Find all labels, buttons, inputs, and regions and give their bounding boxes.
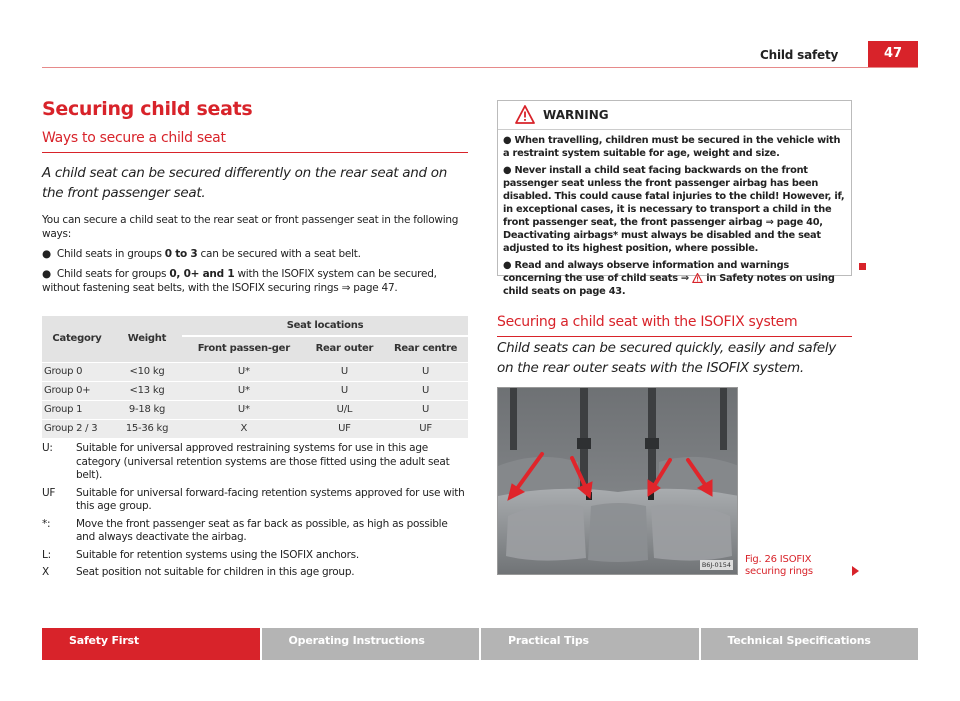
- legend-item: *: Move the front passenger seat as far back as possible, as high as possible and always deactivate the airbag.: [42, 517, 448, 543]
- cell-rear-outer: U/L: [306, 400, 383, 419]
- bullet-dot-icon: ●: [503, 165, 515, 176]
- cell-rear-centre: U: [383, 381, 468, 400]
- isofix-lead-paragraph: Child seats can be secured quickly, easily and safely on the rear outer seats with the ISOFIX system.: [497, 340, 836, 376]
- cell-weight: 15-36 kg: [112, 419, 182, 438]
- table-row: [42, 381, 468, 400]
- cell-category: Group 0: [42, 362, 112, 381]
- header-category: Category: [42, 316, 112, 362]
- cell-front: U*: [182, 362, 306, 381]
- cell-rear-outer: U: [306, 381, 383, 400]
- bullet-dot-icon: ●: [503, 135, 515, 146]
- legend-item: U: Suitable for universal approved restraining systems for use in this age category (universal retention systems are those fitted using the adult seat belt).: [42, 442, 450, 481]
- header-rule: [42, 67, 918, 68]
- cell-rear-centre: U: [383, 362, 468, 381]
- isofix-section-title: Securing a child seat with the ISOFIX system: [497, 314, 852, 337]
- warning-triangle-icon: [692, 273, 703, 283]
- seat-locations-table: [42, 316, 468, 439]
- cell-category: Group 1: [42, 400, 112, 419]
- table-legend: [42, 442, 468, 584]
- photo-code: B6J-0154: [701, 561, 731, 569]
- legend-item: X Seat position not suitable for children in this age group.: [42, 566, 355, 578]
- cell-weight: 9-18 kg: [112, 400, 182, 419]
- bullet-dot-icon: ●: [42, 268, 51, 280]
- tab-technical-specifications[interactable]: Technical Specifications: [701, 628, 919, 660]
- rear-seat-illustration: [498, 388, 738, 575]
- cell-weight: <10 kg: [112, 362, 182, 381]
- warning-item: ● Never install a child seat facing backwards on the front passenger seat unless the front passenger airbag has been disabled. This could cause fatal injuries to the child! However, if, in exceptional cases, it is necessary to transport a child in the front passenger seat, the front passenger airbag ⇒ page 40, Deactivating airbags* must always be disabled and the seat adjusted to its highest position, where possible.: [503, 165, 845, 254]
- cell-rear-outer: UF: [306, 419, 383, 438]
- cell-category: Group 0+: [42, 381, 112, 400]
- cell-front: U*: [182, 381, 306, 400]
- main-title: Securing child seats: [42, 98, 253, 120]
- section-subtitle: Ways to secure a child seat: [42, 130, 468, 153]
- header-rear-centre: Rear centre: [383, 336, 468, 362]
- bullet-dot-icon: ●: [503, 260, 515, 271]
- tab-safety-first[interactable]: Safety First: [42, 628, 260, 660]
- figure-caption: Fig. 26 ISOFIX securing rings: [745, 554, 813, 577]
- cell-rear-centre: UF: [383, 419, 468, 438]
- intro-paragraph: You can secure a child seat to the rear seat or front passenger seat in the following ways:: [42, 214, 459, 240]
- lead-paragraph: A child seat can be secured differently on the rear seat and on the front passenger seat.: [42, 165, 447, 201]
- bullet-dot-icon: ●: [42, 248, 51, 260]
- header-rear-outer: Rear outer: [306, 336, 383, 362]
- section-end-mark: [859, 263, 866, 270]
- isofix-page-link[interactable]: with the ISOFIX system can be secured, without fastening seat belts, with the ISOFIX securing rings ⇒ page 47.: [42, 268, 437, 294]
- warning-body: [498, 130, 851, 298]
- legend-item: UF Suitable for universal forward-facing retention systems approved for use with this age group.: [42, 486, 465, 512]
- table-row: [42, 400, 468, 419]
- isofix-photo: [497, 387, 738, 575]
- header-seat-locations: Seat locations: [182, 316, 468, 336]
- cell-category: Group 2 / 3: [42, 419, 112, 438]
- warning-item: ● Read and always observe information and warnings concerning the use of child seats ⇒ in Safety notes on using child seats on page 43.: [503, 260, 835, 297]
- warning-header: [498, 101, 851, 130]
- warning-title: WARNING: [543, 108, 609, 122]
- header-section-title: Child safety: [760, 48, 839, 62]
- legend-item: L: Suitable for retention systems using the ISOFIX anchors.: [42, 548, 359, 561]
- cell-rear-centre: U: [383, 400, 468, 419]
- cell-weight: <13 kg: [112, 381, 182, 400]
- header-weight: Weight: [112, 316, 182, 362]
- cell-front: X: [182, 419, 306, 438]
- tab-operating-instructions[interactable]: Operating Instructions: [262, 628, 480, 660]
- bullet-isofix: ● Child seats for groups 0, 0+ and 1 with the ISOFIX system can be secured, without fastening seat belts, with the ISOFIX securing rings ⇒ page 47.: [42, 268, 437, 294]
- table-row: [42, 419, 468, 438]
- tab-practical-tips[interactable]: Practical Tips: [481, 628, 699, 660]
- warning-triangle-icon: [515, 105, 535, 124]
- cell-front: U*: [182, 400, 306, 419]
- footer-nav: [42, 628, 918, 660]
- table-row: [42, 362, 468, 381]
- continue-arrow-icon: [852, 566, 859, 576]
- cell-rear-outer: U: [306, 362, 383, 381]
- page-number: 47: [868, 41, 918, 67]
- left-column: [42, 98, 468, 295]
- warning-box: [497, 100, 852, 297]
- warning-item: ● When travelling, children must be secured in the vehicle with a restraint system suitable for age, weight and size.: [503, 135, 841, 159]
- bullet-seat-belt: ● Child seats in groups 0 to 3 can be secured with a seat belt.: [42, 248, 361, 260]
- header-front-passenger: Front passen-ger: [182, 336, 306, 362]
